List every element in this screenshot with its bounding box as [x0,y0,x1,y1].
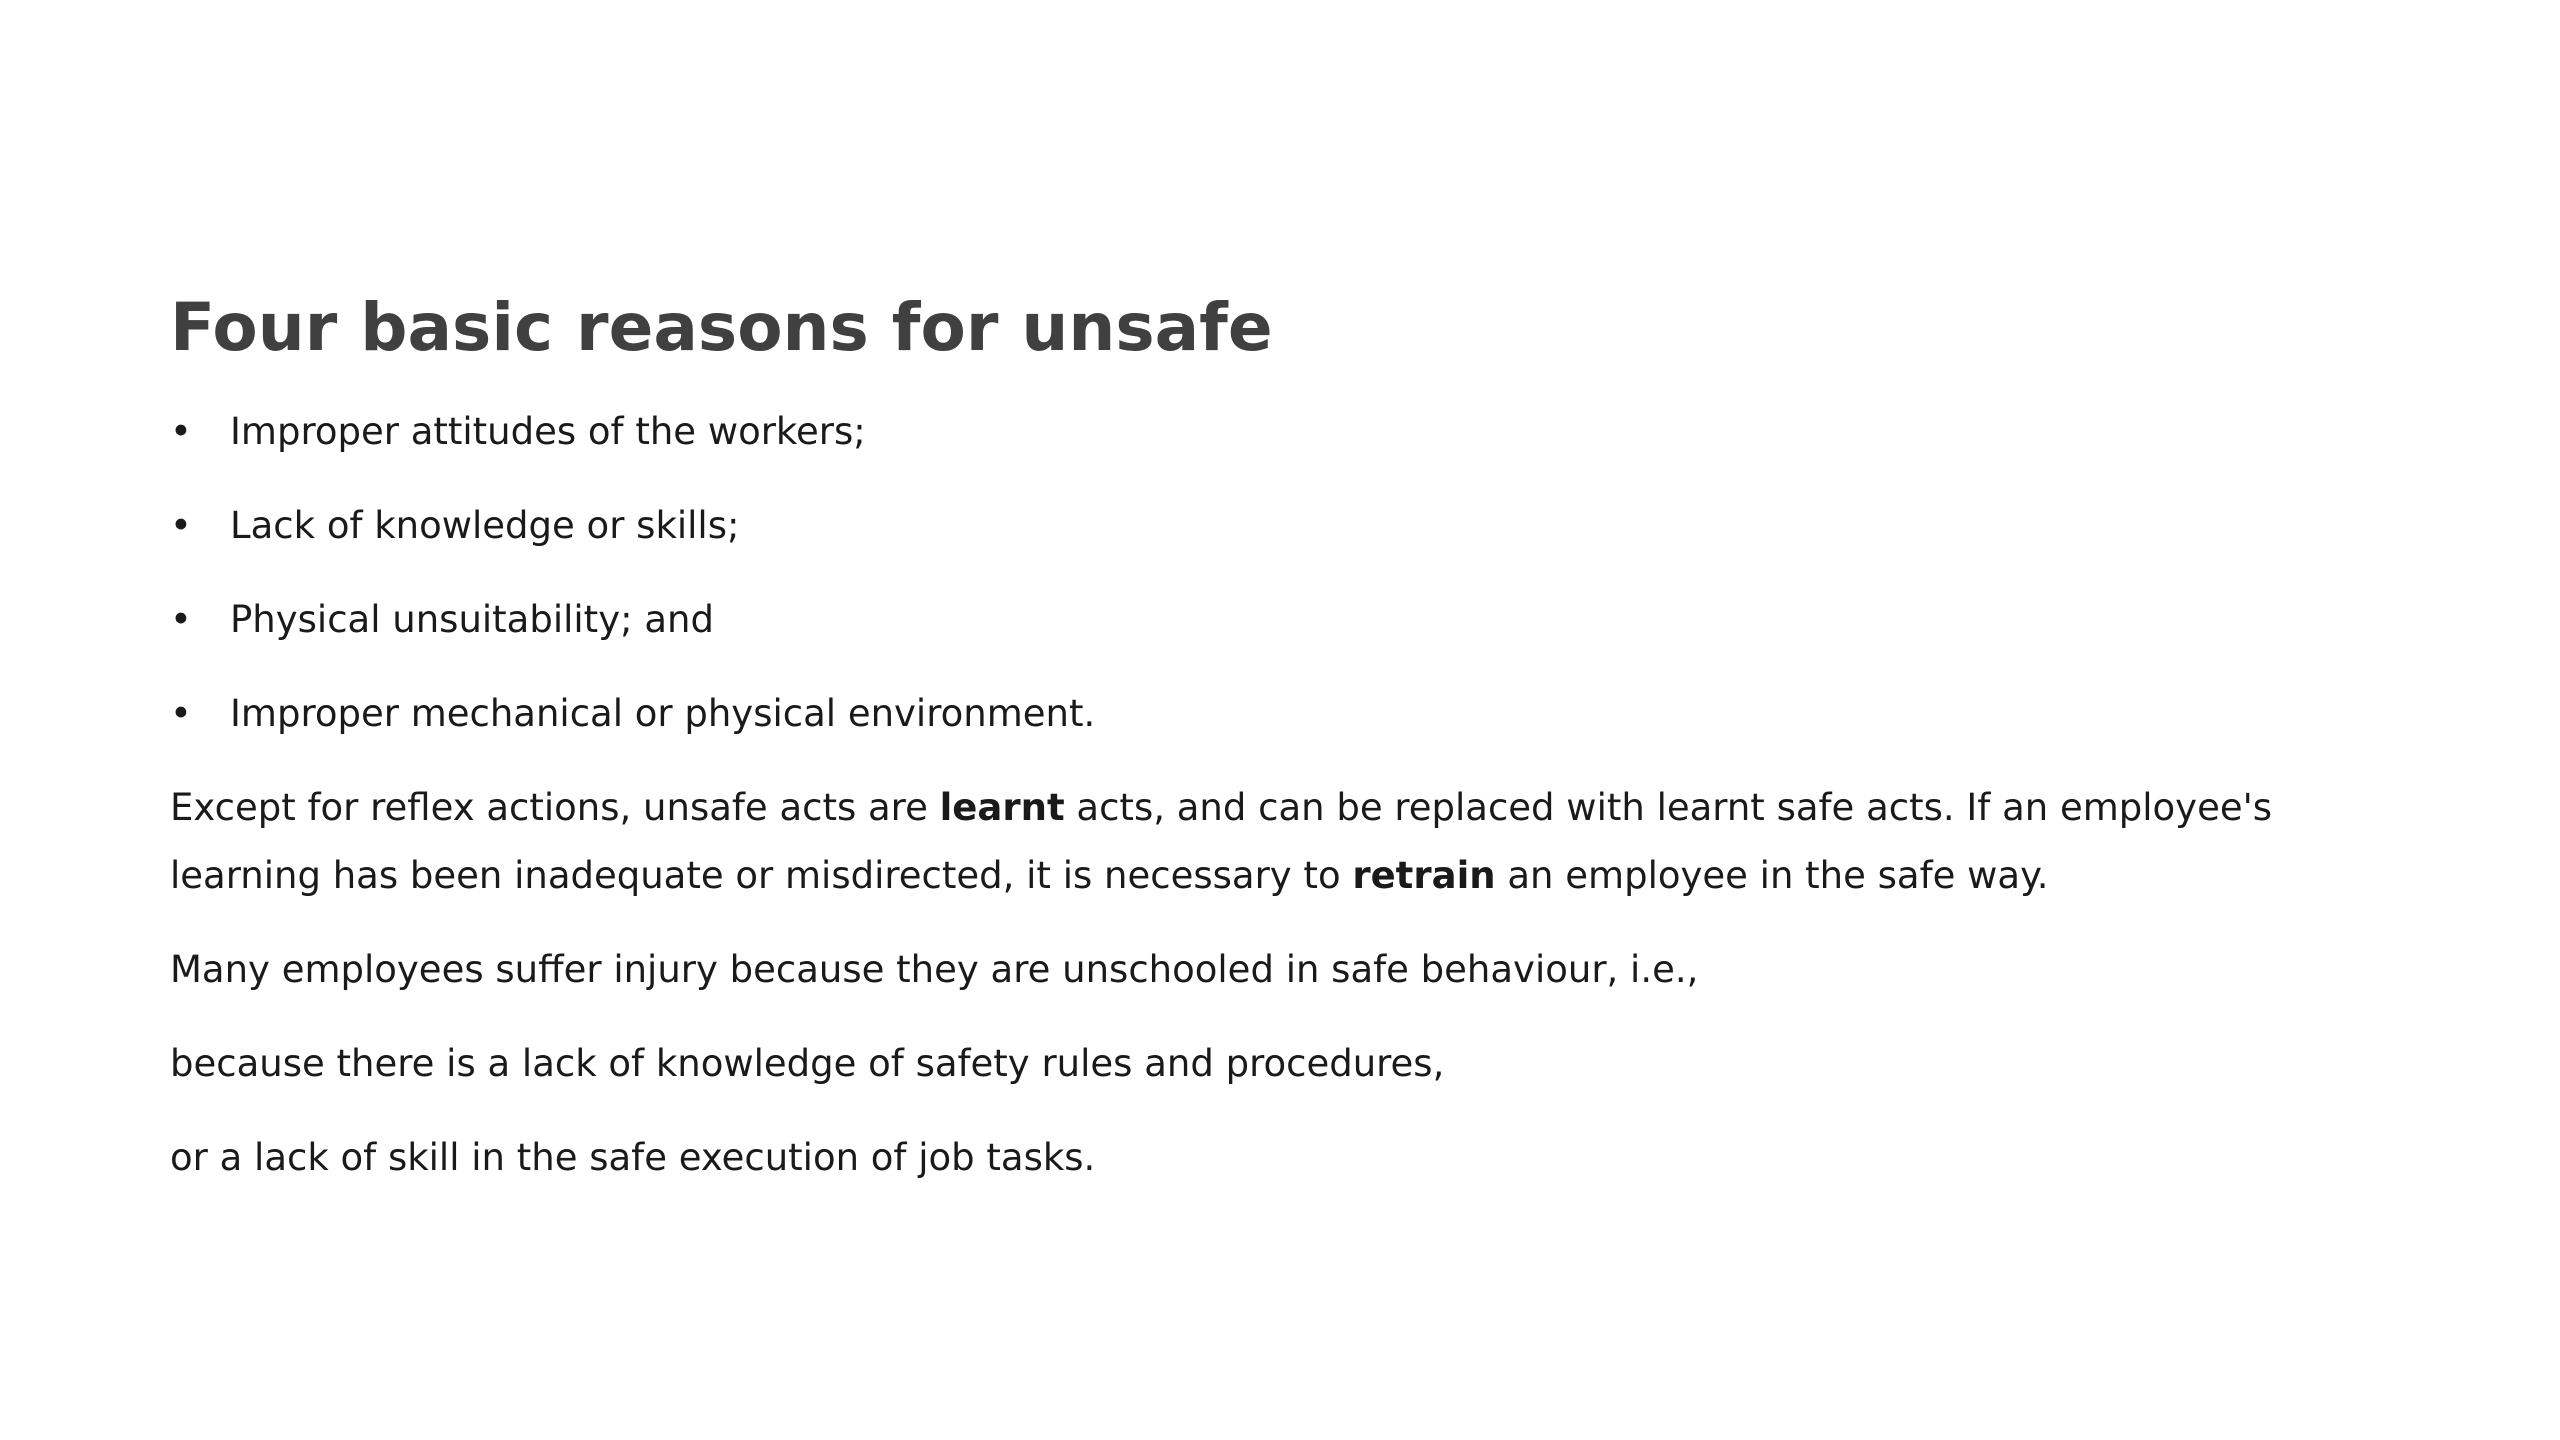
paragraph-text: Except for reflex actions, unsafe acts are [170,786,940,829]
list-item [170,586,2400,654]
bullet-icon: • [170,410,192,453]
paragraph-text: acts, and can be replaced with learnt safe acts. If an employee's [1064,786,2273,829]
list-item [170,398,2400,466]
bullet-icon: • [170,504,192,547]
list-item [170,492,2400,560]
emphasis-retrain: retrain [1352,854,1496,897]
slide-title: Four basic reasons for unsafe [170,289,1273,366]
list-item-text: Lack of knowledge or skills; [230,504,740,547]
paragraph-learnt-acts [170,774,2400,910]
paragraph-lack-knowledge: because there is a lack of knowledge of safety rules and procedures, [170,1042,1445,1085]
paragraph-text: learning has been inadequate or misdirected, it is necessary to [170,854,1353,897]
list-item [170,680,2400,748]
list-item-text: Improper attitudes of the workers; [230,410,866,453]
bullet-icon: • [170,692,192,735]
slide-content [170,278,2400,1218]
emphasis-learnt: learnt [939,786,1065,829]
bullet-icon: • [170,598,192,641]
list-item-text: Improper mechanical or physical environment. [230,692,1096,735]
reasons-list [170,398,2400,748]
paragraph-text: an employee in the safe way. [1495,854,2049,897]
list-item-text: Physical unsuitability; and [230,598,714,641]
paragraph-lack-skill: or a lack of skill in the safe execution of job tasks. [170,1136,1096,1179]
paragraph-unschooled: Many employees suffer injury because they are unschooled in safe behaviour, i.e., [170,948,1699,991]
